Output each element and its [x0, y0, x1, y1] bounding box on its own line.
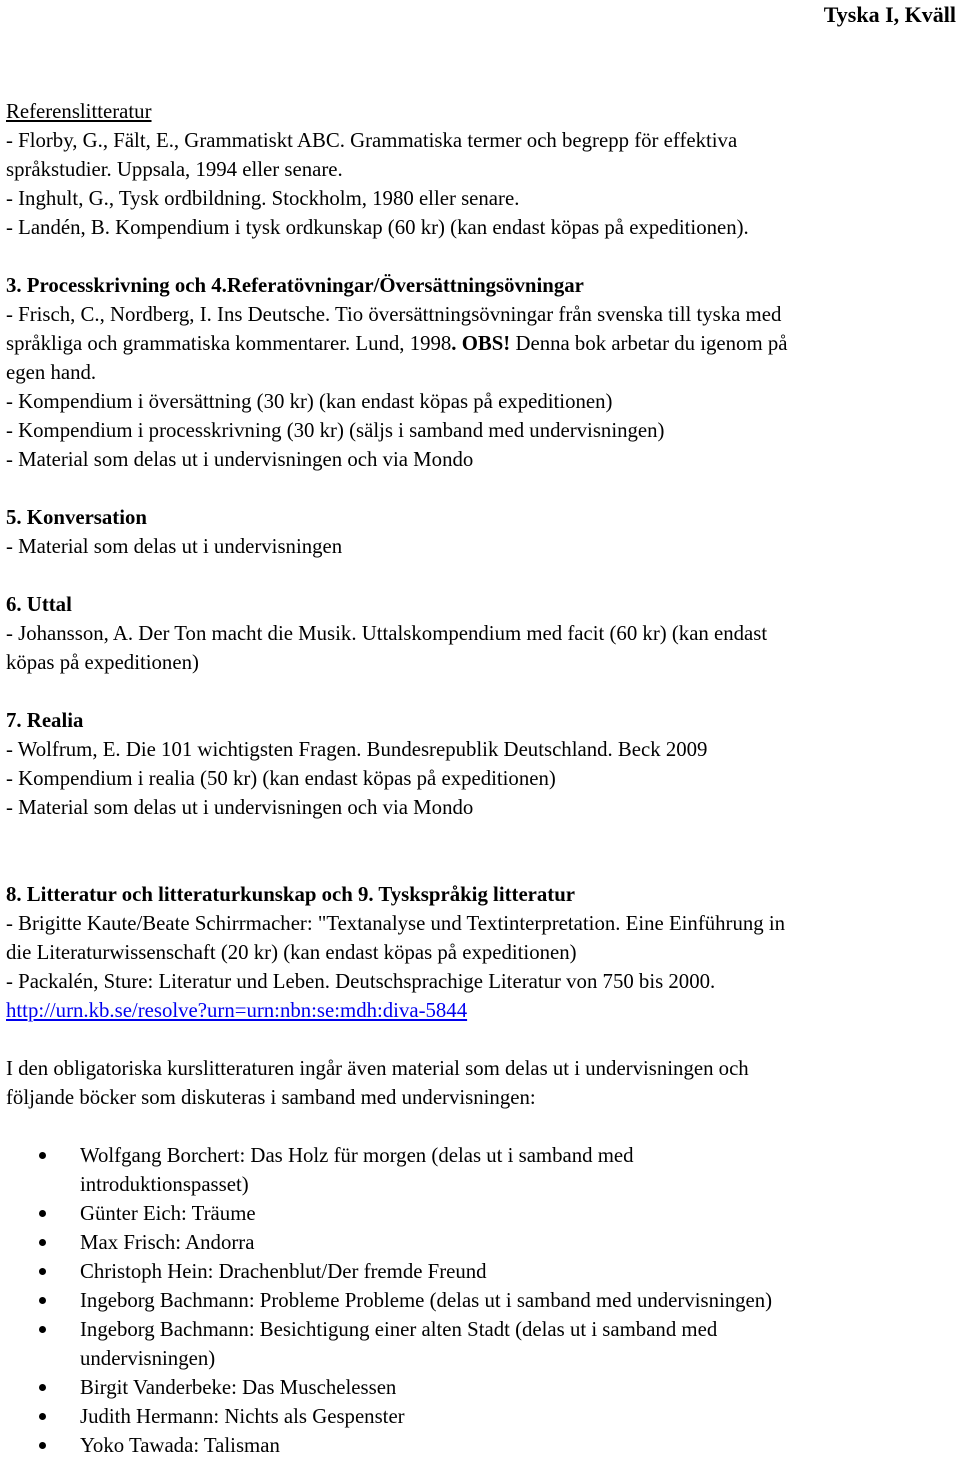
section-3-text: språkliga och grammatiska kommentarer. Lund, 1998 [6, 332, 452, 355]
book-list-item [6, 1431, 958, 1460]
book-list-item [6, 1402, 958, 1431]
bullet-icon [39, 1210, 46, 1217]
document-body [6, 97, 958, 1460]
section-7-heading: 7. Realia [6, 709, 84, 732]
obligatory-text: I den obligatoriska kurslitteraturen ingår även material som delas ut i undervisningen och [6, 1057, 749, 1080]
book-title: Christoph Hein: Drachenblut/Der fremde Freund [80, 1260, 487, 1283]
bullet-icon [39, 1239, 46, 1246]
section-7-line: - Wolfrum, E. Die 101 wichtigsten Fragen. Bundesrepublik Deutschland. Beck 2009 [6, 738, 708, 761]
section-8-line: - Brigitte Kaute/Beate Schirrmacher: "Textanalyse und Textinterpretation. Eine Einführung in [6, 912, 786, 935]
referens-line: - Landén, B. Kompendium i tysk ordkunskap (60 kr) (kan endast köpas på expeditionen). [6, 216, 749, 239]
section-5-line: - Material som delas ut i undervisningen [6, 535, 343, 558]
section-5-heading: 5. Konversation [6, 506, 147, 529]
book-title: Birgit Vanderbeke: Das Muschelessen [80, 1376, 397, 1399]
book-list-item [6, 1286, 958, 1315]
book-list-item [6, 1199, 958, 1228]
book-title: Günter Eich: Träume [80, 1202, 256, 1225]
section-3-line: - Frisch, C., Nordberg, I. Ins Deutsche. Tio översättningsövningar från svenska till tyska med [6, 303, 782, 326]
book-list-item [6, 1315, 958, 1373]
section-7-line: - Material som delas ut i undervisningen och via Mondo [6, 796, 474, 819]
bullet-icon [39, 1326, 46, 1333]
section-6-line: - Johansson, A. Der Ton macht die Musik. Uttalskompendium med facit (60 kr) (kan endast [6, 622, 768, 645]
book-title: Judith Hermann: Nichts als Gespenster [80, 1405, 405, 1428]
referens-heading: Referenslitteratur [6, 100, 152, 123]
section-3-line: egen hand. [6, 361, 97, 384]
book-list-item [6, 1373, 958, 1402]
referens-line: - Florby, G., Fält, E., Grammatiskt ABC. Grammatiska termer och begrepp för effektiva [6, 129, 738, 152]
book-title: Ingeborg Bachmann: Besichtigung einer alten Stadt (delas ut i samband med [80, 1318, 718, 1341]
section-3-heading: 3. Processkrivning och 4.Referatövningar/Översättningsövningar [6, 274, 584, 297]
bullet-icon [39, 1413, 46, 1420]
book-title: undervisningen) [80, 1347, 216, 1370]
section-3-text: Denna bok arbetar du igenom på [510, 332, 788, 355]
book-list-item [6, 1228, 958, 1257]
bullet-icon [39, 1268, 46, 1275]
page-header-title: Tyska I, Kväll [823, 2, 956, 27]
obs-note: . OBS! [451, 332, 511, 355]
book-title: Ingeborg Bachmann: Probleme Probleme (delas ut i samband med undervisningen) [80, 1289, 773, 1312]
book-list-item [6, 1141, 958, 1199]
book-title: Yoko Tawada: Talisman [80, 1434, 280, 1457]
section-7-line: - Kompendium i realia (50 kr) (kan endast köpas på expeditionen) [6, 767, 556, 790]
obligatory-text: följande böcker som diskuteras i samband med undervisningen: [6, 1086, 536, 1109]
section-8-line: - Packalén, Sture: Literatur und Leben. Deutschsprachige Literatur von 750 bis 2000. [6, 970, 716, 993]
book-list [6, 1141, 958, 1460]
referens-line: språkstudier. Uppsala, 1994 eller senare. [6, 158, 343, 181]
section-3-line [6, 329, 958, 358]
section-6-line: köpas på expeditionen) [6, 651, 199, 674]
section-3-line: - Kompendium i översättning (30 kr) (kan endast köpas på expeditionen) [6, 390, 613, 413]
diva-link[interactable]: http://urn.kb.se/resolve?urn=urn:nbn:se:mdh:diva-5844 [6, 999, 468, 1022]
book-list-item [6, 1257, 958, 1286]
bullet-icon [39, 1152, 46, 1159]
referens-line: - Inghult, G., Tysk ordbildning. Stockholm, 1980 eller senare. [6, 187, 520, 210]
book-title: introduktionspasset) [80, 1173, 249, 1196]
bullet-icon [39, 1442, 46, 1449]
book-title: Wolfgang Borchert: Das Holz für morgen (delas ut i samband med [80, 1144, 634, 1167]
section-8-heading: 8. Litteratur och litteraturkunskap och 9. Tyskspråkig litteratur [6, 883, 576, 906]
section-6-heading: 6. Uttal [6, 593, 72, 616]
book-title: Max Frisch: Andorra [80, 1231, 255, 1254]
bullet-icon [39, 1297, 46, 1304]
section-8-line: die Literaturwissenschaft (20 kr) (kan endast köpas på expeditionen) [6, 941, 577, 964]
section-3-line: - Kompendium i processkrivning (30 kr) (säljs i samband med undervisningen) [6, 419, 665, 442]
bullet-icon [39, 1384, 46, 1391]
section-3-line: - Material som delas ut i undervisningen och via Mondo [6, 448, 474, 471]
